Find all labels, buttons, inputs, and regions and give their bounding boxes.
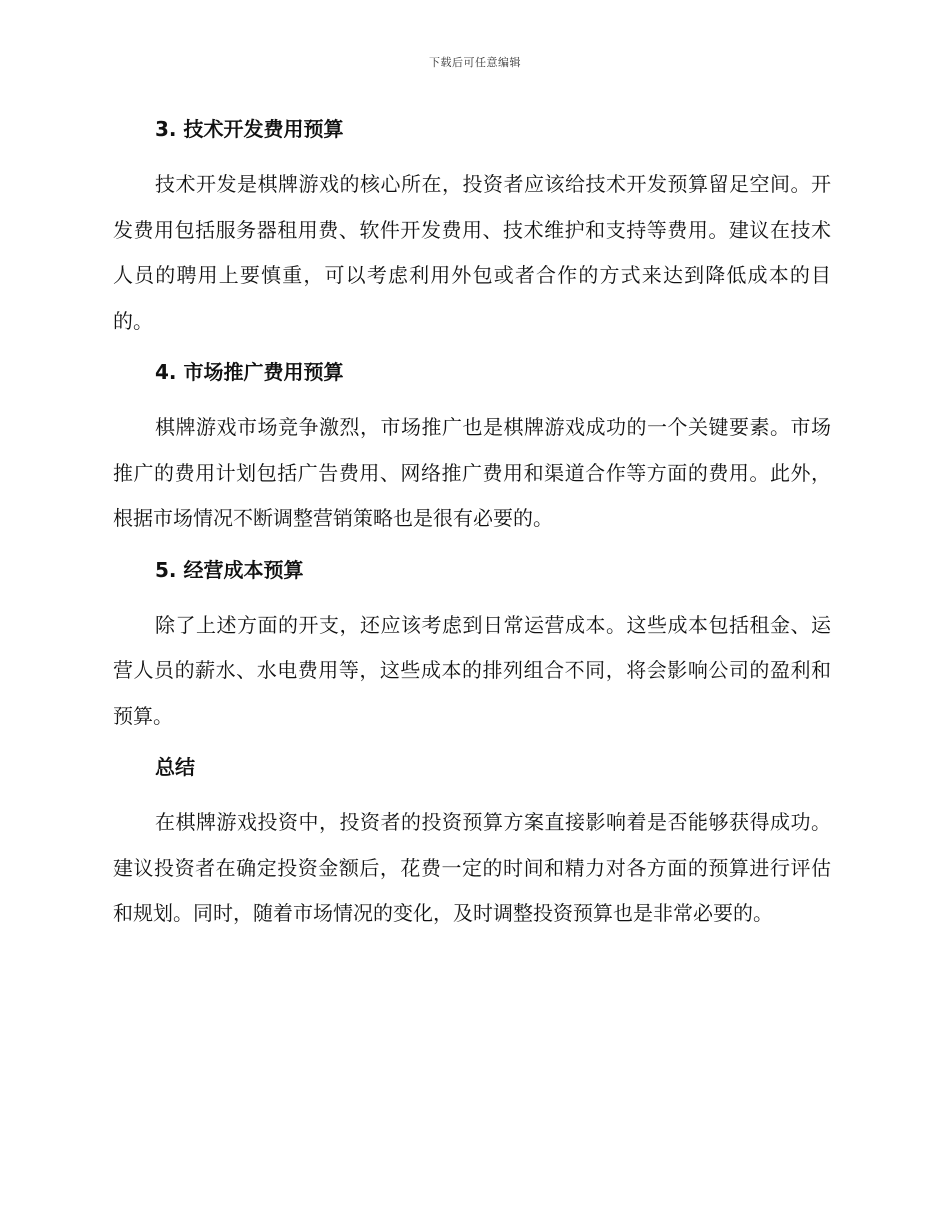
section-heading-tech-dev: 3. 技术开发费用预算 — [155, 117, 344, 141]
header-note: 下载后可任意编辑 — [429, 56, 521, 69]
section-paragraph-marketing: 棋牌游戏市场竞争激烈，市场推广也是棋牌游戏成功的一个关键要素。市场推广的费用计划包括广告费用、网络推广费用和渠道合作等方面的费用。此外，根据市场情况不断调整营销策略也是很有必要的。 — [113, 415, 831, 530]
section-heading-operating-cost: 5. 经营成本预算 — [155, 557, 304, 582]
section-heading-marketing: 4. 市场推广费用预算 — [155, 360, 344, 384]
section-paragraph-summary: 在棋牌游戏投资中，投资者的投资预算方案直接影响着是否能够获得成功。建议投资者在确定投资金额后，花费一定的时间和精力对各方面的预算进行评估和规划。同时，随着市场情况的变化，及时调整投资预算也是非常必要的。 — [113, 810, 831, 925]
section-paragraph-operating-cost: 除了上述方面的开支，还应该考虑到日常运营成本。这些成本包括租金、运营人员的薪水、水电费用等，这些成本的排列组合不同，将会影响公司的盈利和预算。 — [113, 612, 831, 728]
section-heading-summary: 总结 — [155, 755, 195, 779]
document-body — [113, 112, 831, 937]
section-paragraph-tech-dev: 技术开发是棋牌游戏的核心所在，投资者应该给技术开发预算留足空间。开发费用包括服务器租用费、软件开发费用、技术维护和支持等费用。建议在技术人员的聘用上要慎重，可以考虑利用外包或者合作的方式来达到降低成本的目的。 — [113, 172, 831, 333]
